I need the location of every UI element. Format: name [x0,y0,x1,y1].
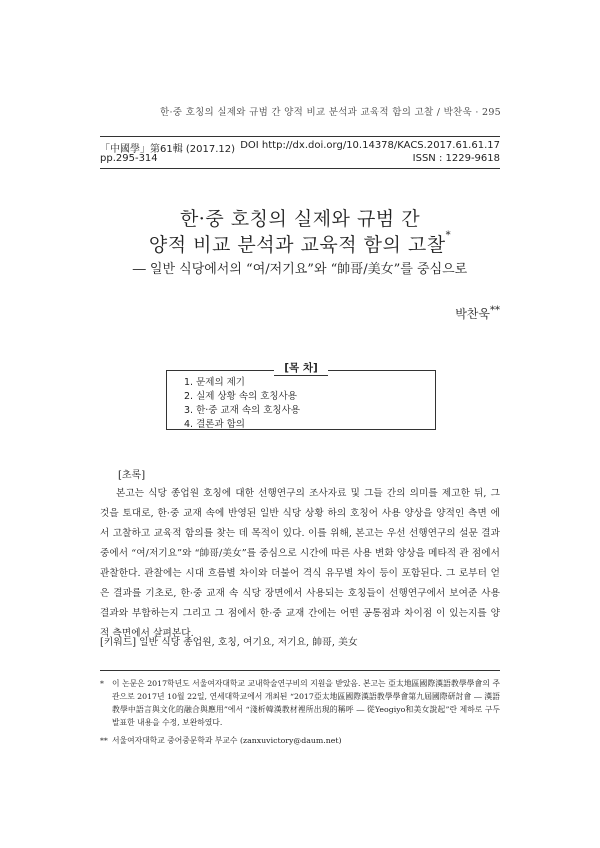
issn: ISSN : 1229-9618 [412,153,500,164]
footnote-rule [100,670,500,671]
footnote-mark: * [100,679,104,688]
author-name: 박찬욱 [455,307,490,321]
toc-item[interactable]: 1. 문제의 제기 [184,377,245,388]
footnote-1 [100,677,500,729]
keywords: [키워드] 일반 식당 종업원, 호칭, 여기요, 저기요, 帥哥, 美女 [100,637,358,648]
title-footnote-mark[interactable]: * [445,230,452,241]
footnote-text: 서울여자대학교 중어중문학과 부교수 (zanxuvictory@daum.net) [112,736,342,745]
title-line-1: 한·중 호칭의 실제와 규범 간 [179,208,421,230]
abstract-heading: [초록] [118,470,146,481]
footnote-mark: ** [100,736,108,745]
footnote-2 [100,734,500,747]
toc-heading: [목 차] [274,361,328,376]
title-line-2 [100,230,500,257]
running-header: 한·중 호칭의 실제와 규범 간 양적 비교 분석과 교육적 함의 고찰 / 박찬욱 · 295 [160,107,502,118]
top-rule [100,136,500,137]
journal-info: 「中國學」第61輯 (2017.12) [100,144,236,155]
toc-item[interactable]: 2. 실제 상황 속의 호칭사용 [184,391,297,402]
page-range: pp.295-314 [100,153,158,164]
title-line-2-text: 양적 비교 분석과 교육적 함의 고찰 [148,234,446,256]
footnote-text: 이 논문은 2017학년도 서울여자대학교 교내학술연구비의 지원을 받았음. 본고는 亞太地區國際漢語教學學會의 주관으로 2017년 10월 22일, 연세대학교에서 개최된 “2017亞太地區國際漢語教學學會第九屆國際研討會 ― 漢語教學中語言與文化的融合與應用”에서 “淺析韓漢教材裡所出現的稱呼 ― 從Yeogiyo和美女說起”란 제하로 구두 발표한 내용을 수정, 보완하였다. [112,679,500,727]
doi[interactable]: DOI http://dx.doi.org/10.14378/KACS.2017.61.61.17 [240,140,500,151]
abstract-body: 본고는 식당 종업원 호칭에 대한 선행연구의 조사자료 및 그들 간의 의미를 제고한 뒤, 그 것을 토대로, 한·중 교재 속에 반영된 일반 식당 상황 하의 호칭어 사용 양상을 양적인 측면 에서 고찰하고 교육적 함의를 찾는 데 목적이 있다. 이를 위해, 본고는 우선 선행연구의 설문 결과 중에서 “여/저기요”와 “帥哥/美女”를 중심으로 시간에 따른 사용 변화 양상을 메타적 관 점에서 관찰한다. 관찰에는 시대 흐름별 차이와 더불어 격식 유무별 차이 등이 포함된다. 그 로부터 얻은 결과를 기초로, 한·중 교재 속 식당 장면에서 사용되는 호칭들이 선행연구에서 보여준 사용 결과와 부합하는지 그리고 그 점에서 한·중 교재 간에는 어떤 공통점과 차이점 이 있는지를 양적 측면에서 살펴본다. [100,488,500,639]
author-footnote-mark[interactable]: ** [490,305,500,316]
subtitle: ― 일반 식당에서의 “여/저기요”와 “帥哥/美女”를 중심으로 [132,262,468,277]
toc-heading-wrap [166,356,436,376]
toc-list [184,376,300,432]
toc-item[interactable]: 3. 한·중 교재 속의 호칭사용 [184,405,300,416]
toc-item[interactable]: 4. 결론과 함의 [184,419,245,430]
meta-bottom-rule [100,168,500,169]
author [400,305,500,322]
